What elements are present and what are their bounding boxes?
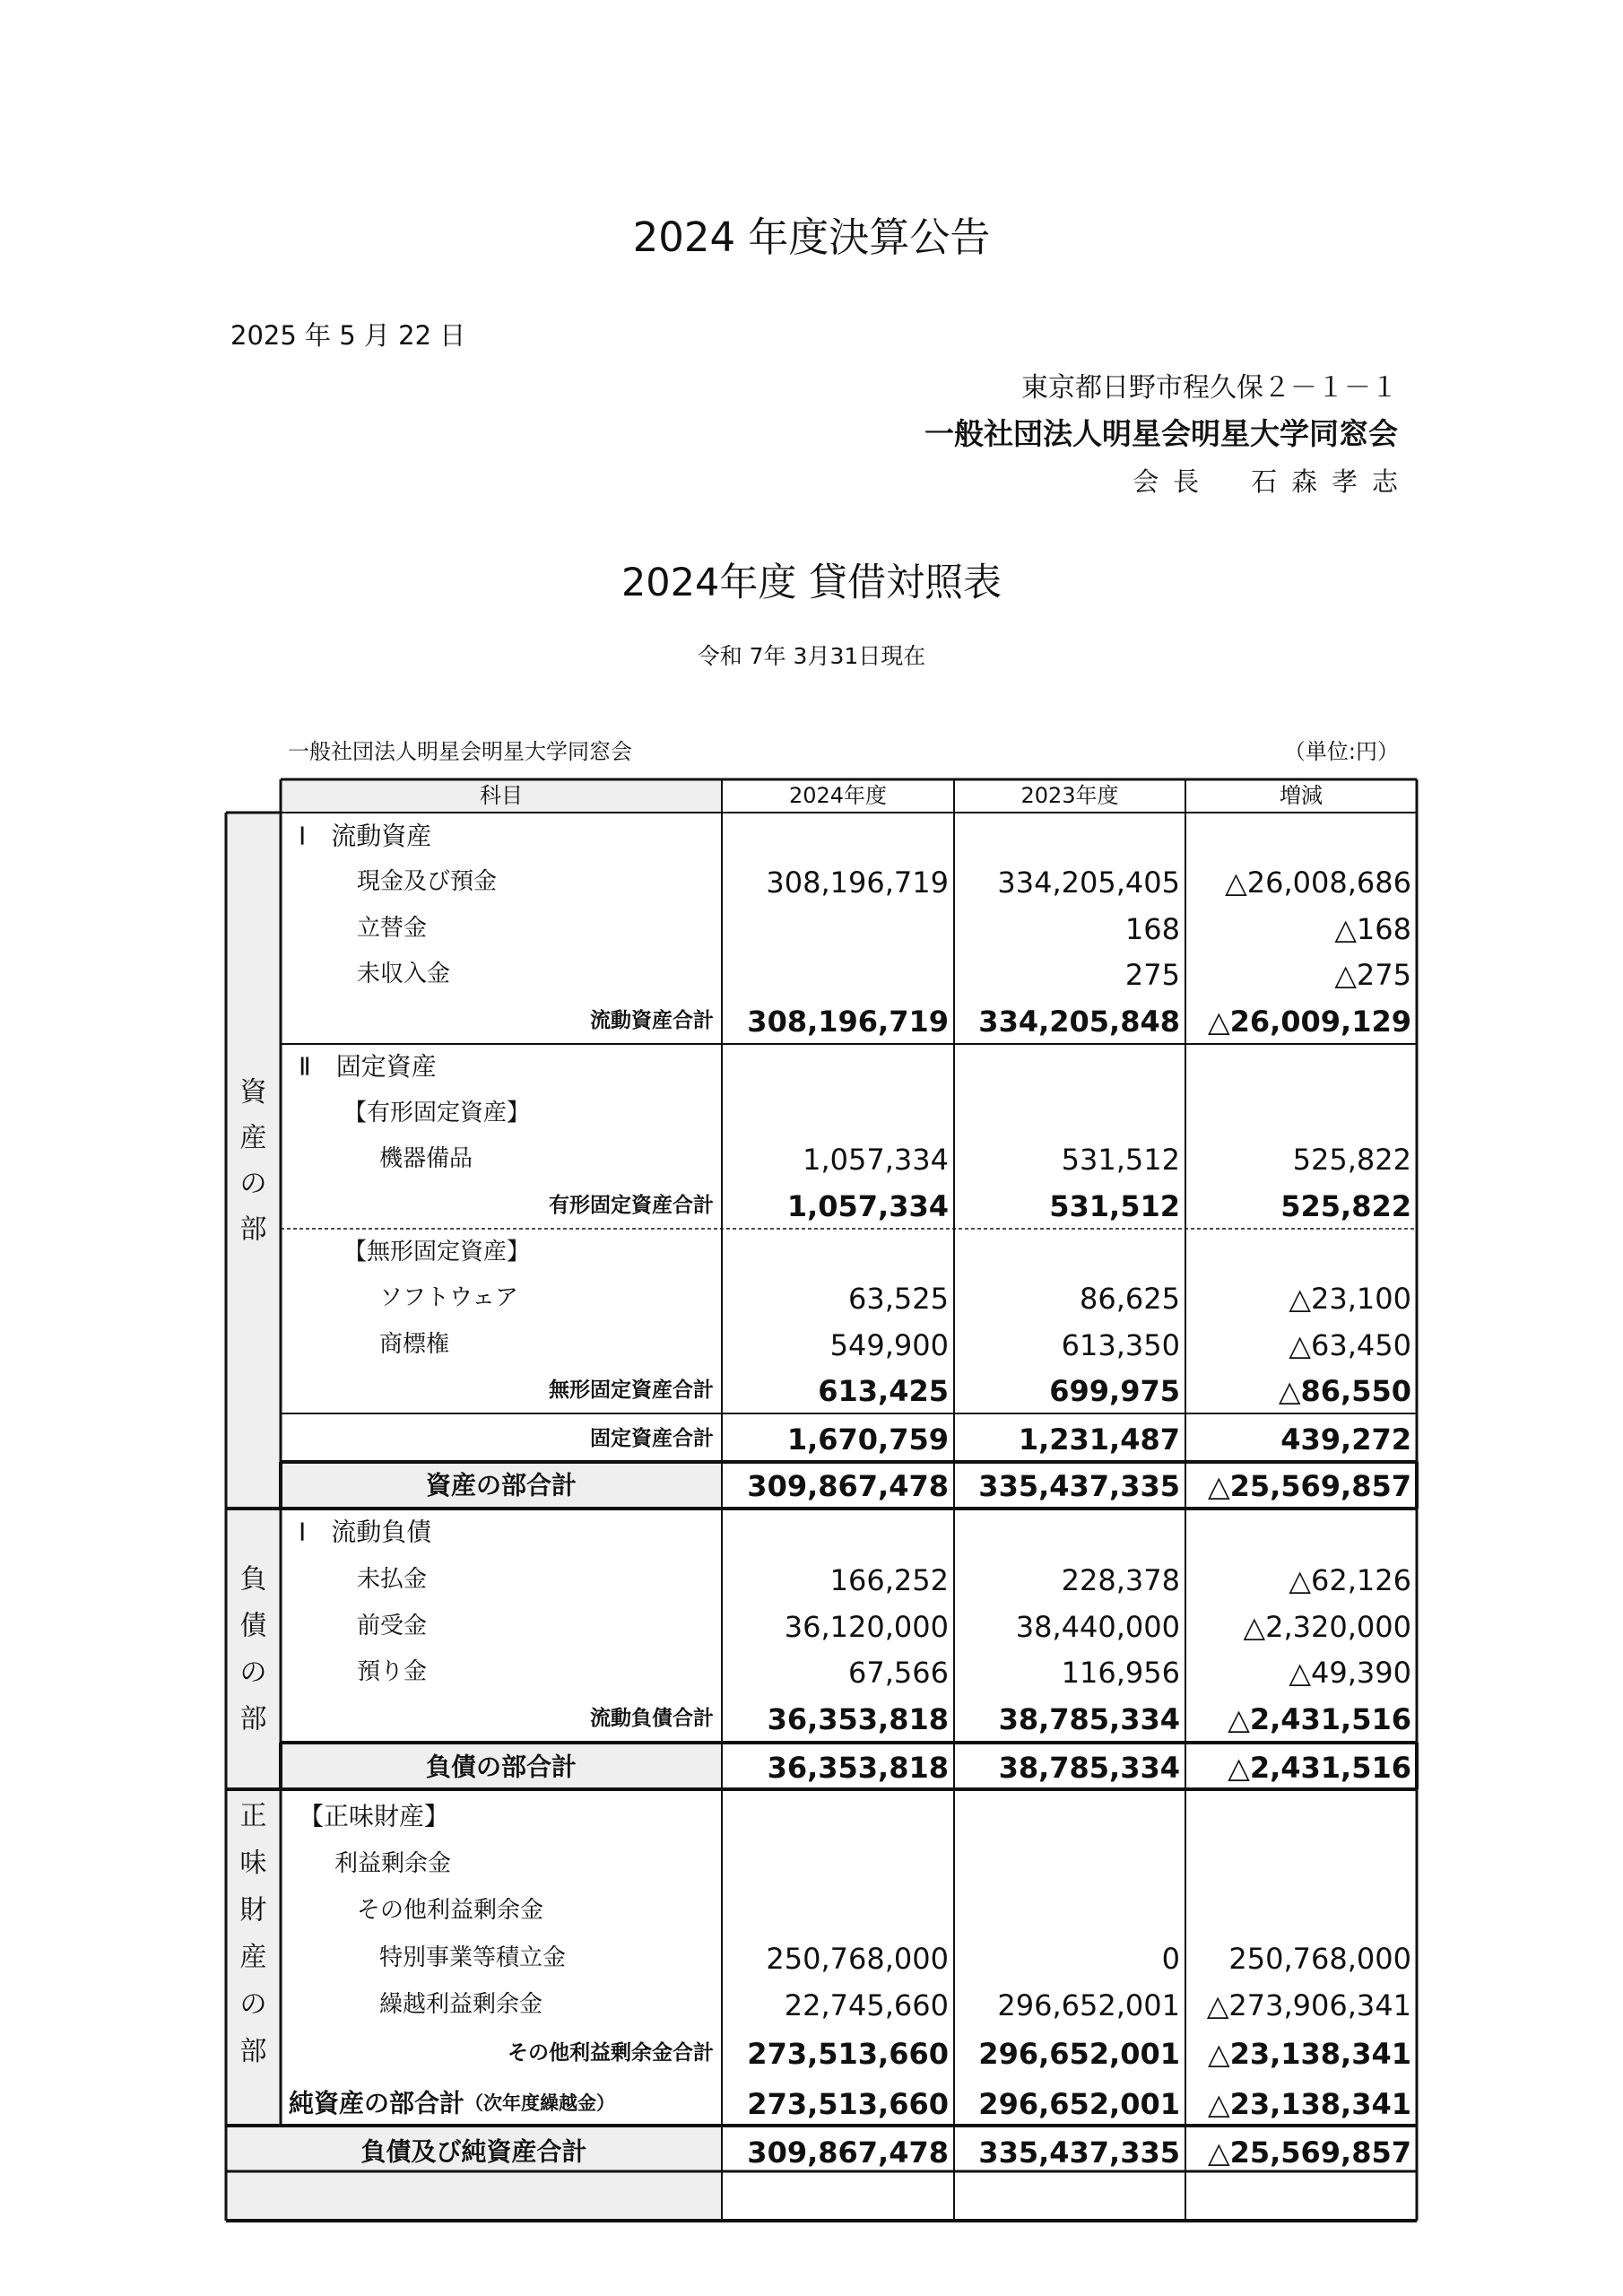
row-value-2024: 613,425 [818, 1374, 949, 1408]
side-label-assets-0: 資 [239, 1076, 267, 1109]
row-value-change: △23,100 [1289, 1282, 1411, 1316]
row-label: その他利益剰余金 [357, 1897, 544, 1924]
side-label-liabilities-0: 負 [239, 1563, 267, 1596]
row-label: 流動資産合計 [590, 1009, 714, 1032]
row-label: 前受金 [357, 1613, 428, 1639]
row-value-change: △86,550 [1278, 1374, 1411, 1408]
side-label-assets-2: の [239, 1168, 267, 1200]
row-value-2024: 1,057,334 [803, 1143, 949, 1177]
row-value-2023: 296,652,001 [997, 1988, 1180, 2022]
row-value-2024: 63,525 [848, 1282, 949, 1316]
row-value-change: 525,822 [1292, 1143, 1411, 1177]
row-value-2023: 86,625 [1080, 1282, 1180, 1316]
side-label-liabilities-3: 部 [239, 1703, 267, 1735]
row-value-change: △63,450 [1289, 1328, 1411, 1362]
president-title: 会長 [1133, 466, 1214, 497]
row-label: 【正味財産】 [299, 1801, 450, 1831]
side-label-net_assets-2: 財 [239, 1894, 267, 1926]
publication-date: 2025 年 5 月 22 日 [230, 320, 466, 351]
row-label: 利益剰余金 [334, 1850, 452, 1877]
row-value-2024: 36,120,000 [784, 1610, 949, 1644]
row-value-change: △23,138,341 [1207, 2037, 1411, 2071]
row-value-2024: 1,057,334 [786, 1189, 949, 1223]
row-value-2023: 1,231,487 [1018, 1422, 1180, 1457]
row-value-change: △25,569,857 [1207, 1469, 1411, 1503]
row-label: ソフトウェア [379, 1284, 518, 1311]
row-value-2023: 699,975 [1049, 1374, 1180, 1408]
row-label: 負債及び純資産合計 [360, 2136, 587, 2167]
row-label: 機器備品 [379, 1145, 473, 1172]
row-label: 【有形固定資産】 [343, 1100, 531, 1126]
row-value-2023: 531,512 [1049, 1189, 1180, 1223]
row-value-change: △23,138,341 [1207, 2087, 1411, 2121]
row-label: 固定資産合計 [590, 1427, 714, 1450]
row-value-change: △2,320,000 [1243, 1610, 1411, 1644]
balance-sheet-date: 令和 7年 3月31日現在 [697, 643, 926, 669]
table-unit-label: （単位:円） [1283, 739, 1399, 764]
row-value-change: △49,390 [1289, 1656, 1411, 1690]
column-header-2: 2023年度 [1020, 783, 1119, 808]
row-value-change: △62,126 [1289, 1563, 1411, 1597]
asset-side-shade [226, 813, 281, 1509]
document-title: 2024 年度決算公告 [632, 213, 991, 261]
side-label-net_assets-3: 産 [239, 1942, 267, 1973]
row-value-2024: 67,566 [848, 1656, 949, 1690]
side-label-net_assets-4: の [239, 1988, 267, 2021]
row-label: 流動負債合計 [590, 1707, 714, 1730]
row-value-2023: 334,205,848 [978, 1004, 1180, 1039]
row-value-2023: 0 [1161, 1942, 1180, 1976]
row-value-2024: 36,353,818 [767, 1702, 949, 1736]
row-value-change: △26,008,686 [1225, 865, 1411, 900]
row-value-2023: 228,378 [1061, 1563, 1180, 1597]
row-value-change: △26,009,129 [1207, 1004, 1411, 1039]
row-value-2023: 613,350 [1061, 1328, 1180, 1362]
row-label: 資産の部合計 [425, 1470, 577, 1500]
row-label: 現金及び預金 [357, 868, 498, 895]
row-label-note: （次年度繰越金） [464, 2092, 616, 2114]
organization-address: 東京都日野市程久保２－１－１ [1021, 372, 1398, 404]
balance-sheet-title: 2024年度 貸借対照表 [621, 561, 1002, 605]
row-value-2023: 334,205,405 [997, 865, 1180, 900]
row-label: 未払金 [357, 1566, 428, 1593]
row-label: 商標権 [379, 1331, 450, 1358]
row-value-change: △2,431,516 [1228, 1702, 1411, 1736]
row-value-2024: 308,196,719 [766, 865, 949, 900]
row-label: 繰越利益剰余金 [379, 1991, 543, 2018]
row-label: 負債の部合計 [425, 1752, 577, 1782]
row-label: Ⅰ 流動資産 [299, 821, 432, 851]
president-name: 石森孝志 [1251, 466, 1412, 497]
column-header-0: 科目 [480, 783, 523, 808]
row-label: Ⅱ 固定資産 [299, 1051, 437, 1082]
row-value-change: 250,768,000 [1228, 1942, 1411, 1976]
side-label-net_assets-1: 味 [239, 1848, 267, 1879]
row-value-2024: 273,513,660 [747, 2037, 949, 2071]
row-value-change: △25,569,857 [1207, 2135, 1411, 2170]
row-label: 立替金 [357, 915, 428, 942]
row-label: 【無形固定資産】 [343, 1239, 531, 1265]
row-value-change: 439,272 [1280, 1422, 1411, 1457]
side-label-net_assets-0: 正 [239, 1800, 267, 1832]
row-value-change: △275 [1334, 958, 1411, 992]
row-value-2024: 549,900 [829, 1328, 949, 1362]
organization-name: 一般社団法人明星会明星大学同窓会 [924, 416, 1398, 451]
row-value-change: △168 [1334, 912, 1411, 946]
row-value-change: △2,431,516 [1228, 1751, 1411, 1785]
row-value-2024: 166,252 [829, 1563, 949, 1597]
column-header-1: 2024年度 [788, 783, 888, 808]
table-organization-label: 一般社団法人明星会明星大学同窓会 [288, 739, 632, 764]
side-label-assets-1: 産 [239, 1122, 267, 1154]
side-label-liabilities-2: の [239, 1657, 267, 1689]
side-label-assets-3: 部 [239, 1213, 267, 1246]
row-value-2023: 531,512 [1061, 1143, 1180, 1177]
liability-side-shade [226, 1509, 281, 1789]
row-value-2024: 36,353,818 [767, 1751, 949, 1785]
row-value-2023: 275 [1124, 958, 1180, 992]
row-value-2023: 168 [1124, 912, 1180, 946]
row-label: その他利益剰余金合計 [508, 2041, 714, 2065]
column-header-3: 増減 [1280, 783, 1323, 808]
row-value-2023: 335,437,335 [978, 2135, 1180, 2170]
row-value-change: △273,906,341 [1206, 1988, 1411, 2022]
row-value-2024: 308,196,719 [747, 1004, 949, 1039]
row-value-2024: 273,513,660 [747, 2087, 949, 2121]
row-value-2024: 22,745,660 [784, 1988, 949, 2022]
row-label: 無形固定資産合計 [549, 1378, 714, 1402]
row-value-2023: 296,652,001 [978, 2087, 1180, 2121]
row-value-2023: 116,956 [1061, 1656, 1180, 1690]
row-label: 預り金 [357, 1658, 428, 1685]
row-value-2024: 250,768,000 [766, 1942, 949, 1976]
row-value-2024: 309,867,478 [747, 1469, 949, 1503]
row-value-2023: 38,785,334 [998, 1751, 1180, 1785]
row-value-2023: 38,785,334 [998, 1702, 1180, 1736]
row-value-2023: 335,437,335 [978, 1469, 1180, 1503]
row-label: Ⅰ 流動負債 [299, 1517, 432, 1547]
row-value-2023: 296,652,001 [978, 2037, 1180, 2071]
row-label: 未収入金 [357, 961, 451, 987]
row-label: 有形固定資産合計 [549, 1194, 714, 1217]
side-label-liabilities-1: 債 [239, 1610, 267, 1642]
row-label: 純資産の部合計（次年度繰越金） [289, 2088, 616, 2118]
row-value-2023: 38,440,000 [1015, 1610, 1180, 1644]
row-value-change: 525,822 [1280, 1189, 1411, 1223]
row-value-2024: 1,670,759 [786, 1422, 949, 1457]
row-value-2024: 309,867,478 [747, 2135, 949, 2170]
side-label-net_assets-5: 部 [239, 2036, 267, 2067]
row-label: 特別事業等積立金 [379, 1944, 567, 1971]
